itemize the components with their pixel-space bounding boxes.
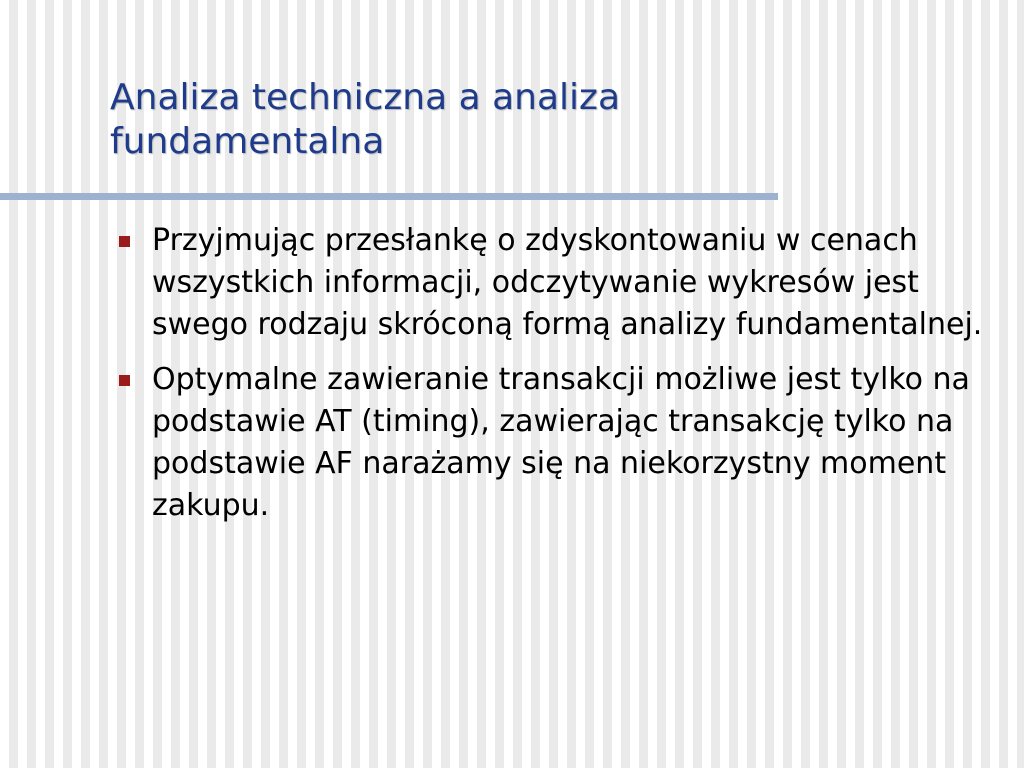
square-bullet-icon [119, 375, 130, 386]
slide-title [110, 76, 810, 164]
slide-title-line-1: Analiza techniczna a analiza [110, 77, 621, 118]
square-bullet-icon [119, 236, 130, 247]
bullet-item [110, 220, 1010, 346]
title-underline-rule [0, 193, 778, 200]
bullet-text: Optymalne zawieranie transakcji możliwe jest tylko na podstawie AT (timing), zawierając transakcję tylko na podstawie AF narażamy się na niekorzystny moment zakupu. [152, 362, 970, 523]
slide-title-line-2: fundamentalna [110, 121, 385, 162]
bullet-list [110, 220, 1010, 540]
bullet-text: Przyjmując przesłankę o zdyskontowaniu w cenach wszystkich informacji, odczytywanie wykresów jest swego rodzaju skróconą formą analizy fundamentalnej. [152, 223, 983, 342]
bullet-item [110, 359, 1010, 527]
